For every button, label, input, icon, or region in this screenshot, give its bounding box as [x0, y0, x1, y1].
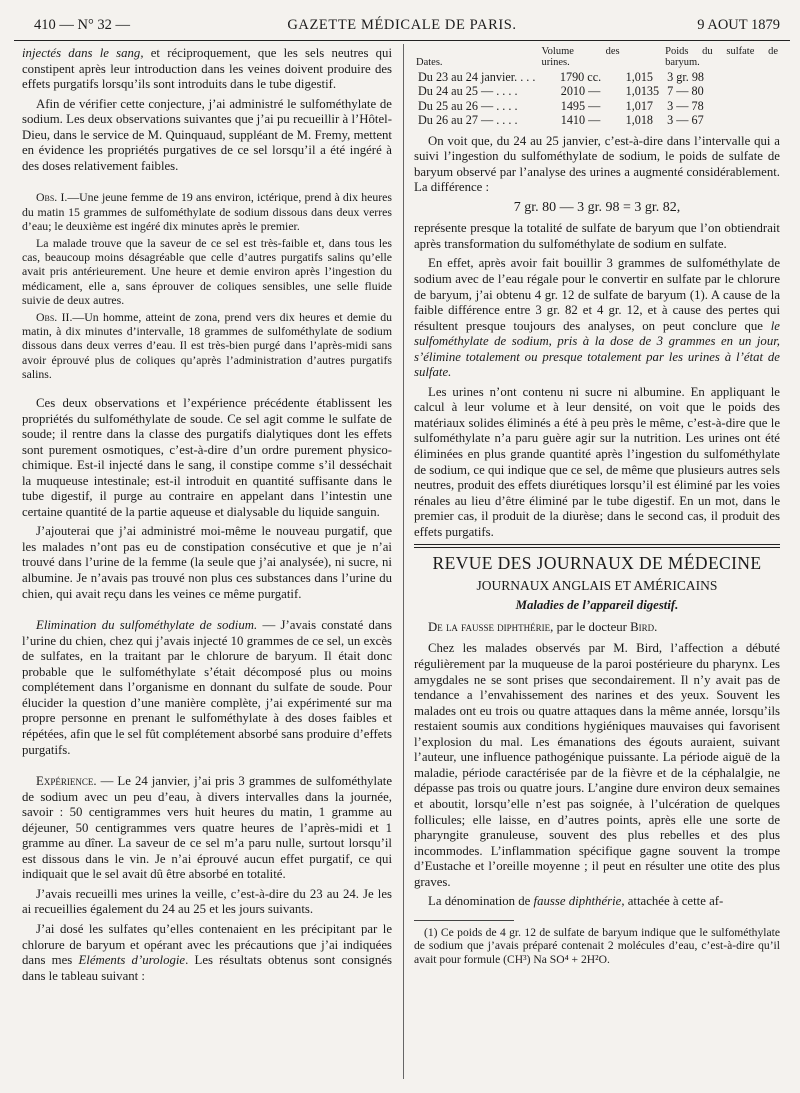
- experiment-label: Expérience.: [36, 774, 97, 789]
- page-number: 410 — N° 32 —: [34, 17, 131, 33]
- italic-text: injectés dans le sang,: [22, 46, 144, 60]
- experiment-paragraph: Expérience. — Le 24 janvier, j’ai pris 3 grammes de sulfométhylate de sodium avec un peu d’eau, à divers intervalles dans la journée, savoir : 50 centigrammes vers huit heures du matin, 1 gramme au déjeuner, 50 centigrammes vers quatre heures de l’après-midi et 1 gramme au dîner. La saveur de ce sel m’a paru nulle, surtout lorsqu’il est dissous dans le vin. Je n’ai éprouvé aucun effet purgatif, ce qui indiquait que le sel avait dû être absorbé en totalité.: [22, 774, 392, 882]
- section-category: Maladies de l’appareil digestif.: [515, 598, 679, 613]
- footnote-rule: [414, 920, 514, 921]
- table-row: Du 25 au 26 — . . . . 1495 — 1,017 3 — 78: [418, 98, 704, 113]
- section-rule-thin: [414, 547, 780, 548]
- section-subtitle: JOURNAUX ANGLAIS ET AMÉRICAINS: [476, 577, 718, 593]
- page-header: [14, 10, 790, 41]
- article-author: Bird: [630, 619, 655, 634]
- footnote: (1) Ce poids de 4 gr. 12 de sulfate de baryum indique que le sulfométhylate de sodium que j’avais préparé contenait 2 molécules d’eau, c’est-à-dire qu’il avait pour formule (CH³) Na SO⁴ + 2H²O.: [414, 925, 780, 966]
- observation-label: Obs. II.: [36, 310, 73, 324]
- table-row: Du 26 au 27 — . . . . 1410 — 1,018 3 — 67: [418, 113, 704, 128]
- table-row: Du 23 au 24 janvier. . . . 1790 cc. 1,015 3 gr. 98: [418, 70, 705, 84]
- observation-1-cont: La malade trouve que la saveur de ce sel est très-faible et, dans tous les cas, beaucoup moins désagréable que celle d’autres purgatifs salins qu’elle avait pris antérieurement. Une heure et demie environ après l’ingestion du médicament, elle a, sans éprouver de coliques sensibles, une selle fluide suivie de deux autres.: [22, 235, 392, 307]
- table-row: Du 24 au 25 — . . . . 2010 — 1,0135 7 — 80: [418, 84, 704, 99]
- book-title: Eléments d’urologie: [78, 953, 186, 968]
- section-rule: [414, 544, 780, 545]
- paragraph: La dénomination de fausse diphthérie, attachée à cette af-: [428, 894, 724, 909]
- paragraph: Afin de vérifier cette conjecture, j’ai administré le sulfométhylate de sodium. Les deux observations suivantes que j’ai pu recueillir à l’Hôtel-Dieu, dans le service de M. Quinquaud, suppléant de M. Fremy, mettent en évidence les propriétés purgatives de ce sel lorsqu’il a été ingéré à des doses relativement faibles.: [22, 96, 392, 173]
- left-column: [22, 46, 392, 1079]
- col-header-weight: Poids du sulfate de baryum.: [665, 46, 778, 68]
- observation-2: Obs. II.—Un homme, atteint de zona, prend vers dix heures et demie du matin, à dix minutes d’intervalle, 18 grammes de sulfométhylate de sodium dissous dans deux verres d’eau. Il est très-bien purgé dans l’après-midi sans avoir éprouvé plus de coliques qu’après l’administration d’autres purgatifs salins.: [22, 310, 392, 381]
- observation-1: Obs. I.—Une jeune femme de 19 ans environ, ictérique, prend à dix heures du matin 15 grammes de sulfométhylate de sodium dissous dans deux verres d’eau; le deuxième est ingéré dix minutes après le premier.: [22, 190, 392, 233]
- journal-title: GAZETTE MÉDICALE DE PARIS.: [287, 17, 517, 33]
- elimination-paragraph: Elimination du sulfométhylate de sodium. — J’avais constaté dans l’urine du chien, chez qui j’avais injecté 10 grammes de ce sel, un excès de sulfates, en la traitant par le chlorure de baryum. Il était donc probable que le sulfométhylate s’était décomposé plus ou moins complétement dans l’organisme en donnant du sulfate de soude. Pour élucider la question d’une manière complète, j’ai expérimenté sur ma propre personne en prenant le sulfométhylate à des doses faibles et répétées, afin que le sel fût complétement absorbé sans produire d’effets purgatifs.: [22, 618, 392, 757]
- paragraph: Ces deux observations et l’expérience précédente établissent les propriétés du sulfométhylate de soude. Ce sel agit comme le sulfate de soude; il rentre dans la classe des purgatifs dialytiques dont les effets sont purement osmotiques, c’est-à-dire d’un ordre purement physico-chimique. Est-il injecté dans le sang, il constipe comme s’il desséchait la muqueuse intestinale; est-il introduit en quantité suffisante dans le tube digestif, il purge au contraire en appelant dans l’intestin une certaine quantité de la partie aqueuse et dialysable du liquide sanguin.: [22, 396, 392, 519]
- paragraph: Chez les malades observés par M. Bird, l’affection a débuté régulièrement par la muqueuse de la paroi postérieure du pharynx. Les amygdales ne se sont prises que secondairement. Il n’y avait pas de tendance a l’envahissement des narines et des yeux. Souvent les malades ont eu trois ou quatre attaques dans la même année, lorsqu’ils restaient soumis aux conditions hygiéniques mauvaises qui favorisent l’explosion du mal. Les émanations des égouts auraient, suivant l’auteur, une influence pathogénique puissante. La période aiguë de la maladie, période caractérisée par de la fièvre et de la céphalalgie, ne dépasse pas trois ou quatre jours. L’angine dure environ deux semaines et aboutit, lorsqu’elle n’est pas soignée, à l’ulcération de quelques follicules; elle laisse, en d’autres points, après elle une sorte de pharyngite granuleuse, souvent des plus rebelles et des plus incommodes. L’inflammation spécifique gagne souvent la trompe d’Eustache et l’oreille moyenne ; il peut en résulter une otite des plus graves.: [414, 641, 780, 889]
- paragraph: J’ai dosé les sulfates qu’elles contenaient en les précipitant par le chlorure de baryum et opérant avec les précautions que j’ai indiquées dans mes Eléments d’urologie. Les résultats obtenus sont consignés dans le tableau suivant :: [22, 921, 392, 983]
- urine-results-table: [414, 46, 780, 128]
- paragraph: injectés dans le sang, et réciproquement, que les sels neutres qui constipent après leur introduction dans les veines doivent produire des effets purgatifs lorsqu’ils sont introduits dans le tube digestif.: [22, 46, 392, 92]
- formula: 7 gr. 80 — 3 gr. 98 = 3 gr. 82,: [513, 199, 681, 215]
- article-heading: De la fausse diphthérie, par le docteur Bird.: [428, 619, 658, 634]
- paragraph: Les urines n’ont contenu ni sucre ni albumine. En appliquant le calcul à leur volume et à leur densité, on voit que le poids des matériaux solides éliminés a été à peu près le même, c’est-à-dire que le sulfométhylate n’a paru guère agir sur la nutrition. Les urines ont été éliminées en plus grande quantité après l’ingestion du sulfométhylate de sodium, ce qui indique que ce sel, de même que plusieurs autres sels neutres, produit des effets diurétiques lorsqu’il est éliminé par les voies rénales au lieu d’être éliminé par le tube digestif. En un mot, dans le premier cas, il produit de la diurèse; dans le second cas, il produit des effets purgatifs.: [414, 384, 780, 539]
- observation-label: Obs. I.: [36, 190, 68, 205]
- col-header-dates: Dates.: [416, 57, 443, 68]
- conclusion-italic: le sulfométhylate de sodium, pris à la dose de 3 grammes en un jour, s’élimine totalement ou presque totalement par les urines à l’état de sulfate.: [414, 318, 780, 380]
- paragraph: On voit que, du 24 au 25 janvier, c’est-à-dire dans l’intervalle qui a suivi l’ingestion du sulfométhylate de sodium, le poids de sulfate de baryum observé par l’analyse des urines a augmenté considérablement. La différence :: [414, 133, 780, 195]
- issue-date: 9 AOUT 1879: [697, 17, 780, 33]
- col-header-volume: Volume des urines.: [541, 46, 620, 68]
- col-header-density: [622, 46, 664, 70]
- paragraph: J’avais recueilli mes urines la veille, c’est-à-dire du 23 au 24. Je les ai recueillies également du 24 au 25 et les jours suivants.: [22, 886, 392, 917]
- paragraph: En effet, après avoir fait bouillir 3 grammes de sulfométhylate de sodium avec de l’eau régale pour le convertir en sulfate par le chlorure de baryum, j’ai obtenu 4 gr. 12 de sulfate de baryum (1). A cause de la faible différence entre 3 gr. 82 et 4 gr. 12, et à cause des pertes qui résultent presque toujours des analyses, on peut conclure que le sulfométhylate de sodium, pris à la dose de 3 grammes en un jour, s’élimine totalement ou presque totalement par les urines à l’état de sulfate.: [414, 256, 780, 380]
- right-column: [414, 46, 780, 1079]
- paragraph: représente presque la totalité de sulfate de baryum que l’on obtiendrait après transformation du sulfométhylate de sodium en sulfate.: [414, 221, 780, 251]
- subsection-title: Elimination du sulfométhylate de sodium.: [36, 618, 258, 633]
- section-title: REVUE DES JOURNAUX DE MÉDECINE: [432, 553, 762, 574]
- paragraph: J’ajouterai que j’ai administré moi-même le nouveau purgatif, que les malades n’ont pas eu de constipation consécutive et que je n’ai trouvé dans l’urine de la femme (la seule que j’ai analysée), ni sucre, ni albumine. Je n’avais pas trouvé non plus ces substances dans l’urine du chien, qui avait reçu dans les veines ce même purgatif.: [22, 524, 392, 601]
- column-divider: [403, 44, 404, 1079]
